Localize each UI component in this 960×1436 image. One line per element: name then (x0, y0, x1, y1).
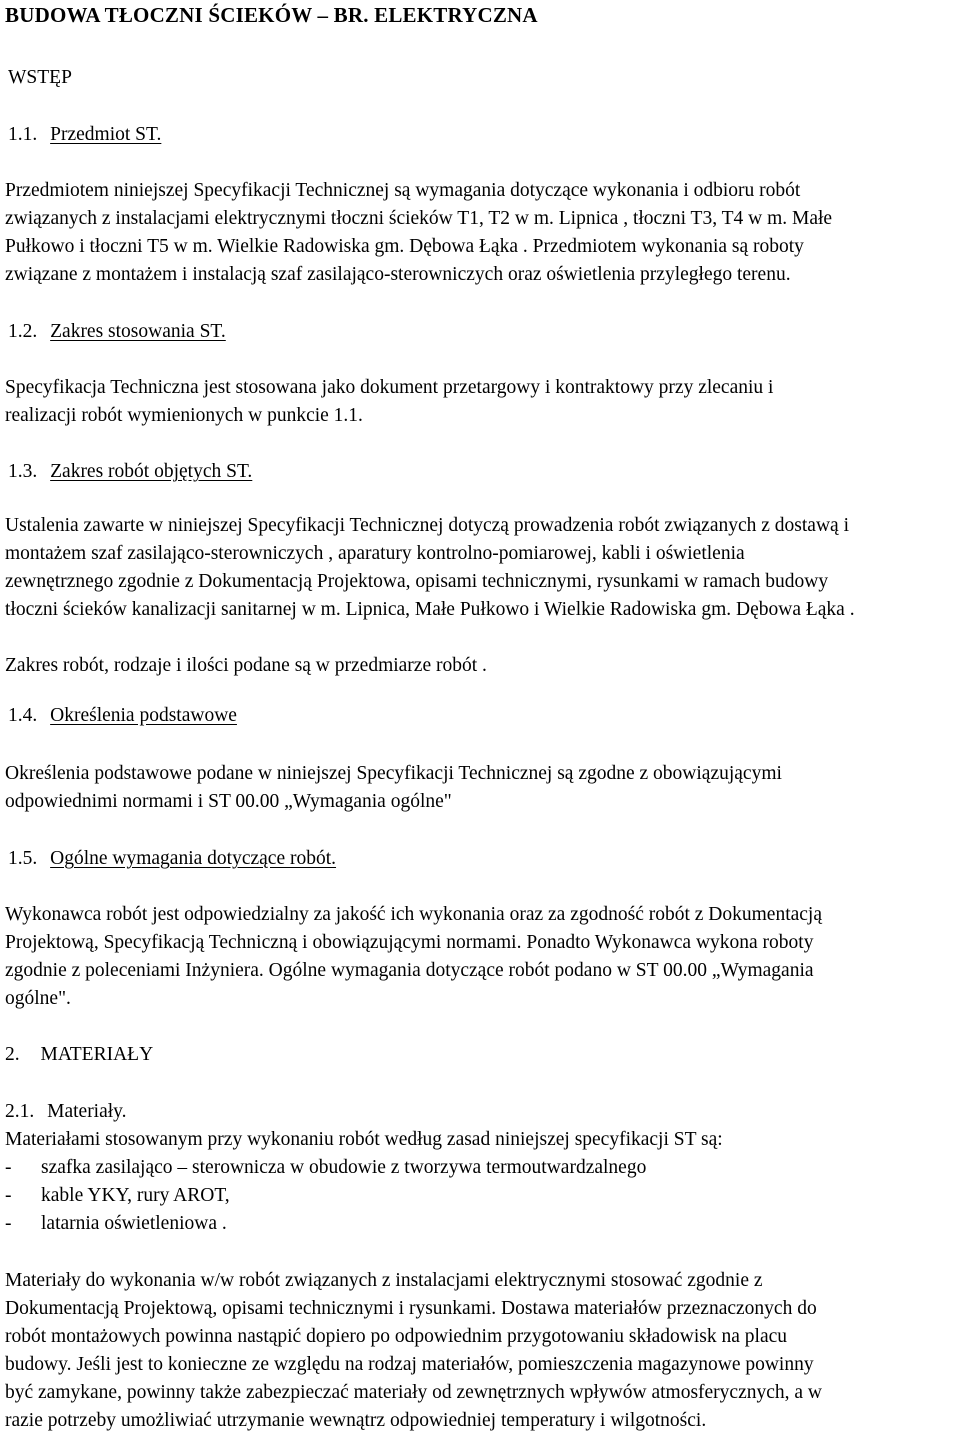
section-title: Zakres robót objętych ST. (50, 461, 253, 482)
list-item-text: szafka zasilająco – sterownicza w obudowie z tworzywa termoutwardzalnego (41, 1157, 647, 1178)
paragraph-line: montażem szaf zasilająco-sterowniczych , aparatury kontrolno-pomiarowej, kabli i oświetlenia (5, 543, 745, 564)
paragraph-line: Wykonawca robót jest odpowiedzialny za jakość ich wykonania oraz za zgodność robót z Dokumentacją (5, 904, 822, 925)
section-number: 1.2. (8, 321, 38, 342)
paragraph-line: odpowiednimi normami i ST 00.00 „Wymagania ogólne" (5, 791, 452, 812)
paragraph-line: tłoczni ścieków kanalizacji sanitarnej w m. Lipnica, Małe Pułkowo i Wielkie Radowiska gm. Dębowa Łąka . (5, 599, 855, 620)
paragraph-line: być zamykane, powinny także zabezpieczać materiały od zewnętrznych wpływów atmosferycznych, a w (5, 1382, 823, 1403)
paragraph-line: Pułkowo i tłoczni T5 w m. Wielkie Radowiska gm. Dębowa Łąka . Przedmiotem wykonania są roboty (5, 236, 804, 257)
paragraph-line: ogólne". (5, 988, 71, 1009)
paragraph-line: zgodnie z poleceniami Inżyniera. Ogólne wymagania dotyczące robót podano w ST 00.00 „Wymagania (5, 960, 814, 981)
section-1-3-extra-line: Zakres robót, rodzaje i ilości podane są w przedmiarze robót . (5, 655, 487, 676)
section-title: Materiały. (47, 1101, 127, 1122)
section-1-5-paragraph (5, 901, 822, 1013)
list-item (5, 1154, 646, 1182)
paragraph-line: Projektową, Specyfikacją Techniczną i obowiązującymi normami. Ponadto Wykonawca wykona roboty (5, 932, 814, 953)
paragraph-line: budowy. Jeśli jest to konieczne ze względu na rodzaj materiałów, pomieszczenia magazynowe powinny (5, 1354, 814, 1375)
section-2-1-heading (5, 1098, 127, 1126)
section-2-1-paragraph (5, 1267, 822, 1435)
paragraph-line: Określenia podstawowe podane w niniejszej Specyfikacji Technicznej są zgodne z obowiązującymi (5, 763, 782, 784)
paragraph-line: Dokumentacją Projektową, opisami technicznymi i rysunkami. Dostawa materiałów przeznaczonych do (5, 1298, 817, 1319)
section-1-1-heading (8, 121, 161, 149)
list-item (5, 1182, 646, 1210)
bullet-mark: - (5, 1157, 12, 1178)
section-title: Zakres stosowania ST. (50, 321, 226, 342)
section-title: Przedmiot ST. (50, 124, 162, 145)
bullet-mark: - (5, 1185, 12, 1206)
paragraph-line: realizacji robót wymienionych w punkcie 1.1. (5, 405, 363, 426)
section-2-1-intro: Materiałami stosowanym przy wykonaniu robót według zasad niniejszej specyfikacji ST są: (5, 1129, 723, 1150)
paragraph-line: Przedmiotem niniejszej Specyfikacji Technicznej są wymagania dotyczące wykonania i odbioru robót (5, 180, 801, 201)
section-number: 1.3. (8, 461, 38, 482)
section-number: 2.1. (5, 1101, 35, 1122)
paragraph-line: związanych z instalacjami elektrycznymi tłoczni ścieków T1, T2 w m. Lipnica , tłoczni T3, T4 w m. Małe (5, 208, 833, 229)
section-2-heading (5, 1041, 153, 1069)
bullet-mark: - (5, 1213, 12, 1234)
section-1-2-paragraph (5, 374, 773, 430)
section-1-1-paragraph (5, 177, 832, 289)
paragraph-line: Specyfikacja Techniczna jest stosowana jako dokument przetargowy i kontraktowy przy zlecaniu i (5, 377, 774, 398)
section-1-2-heading (8, 318, 226, 346)
section-1-4-paragraph (5, 760, 782, 816)
paragraph-line: robót montażowych powinna nastąpić dopiero po odpowiednim przygotowaniu składowisk na placu (5, 1326, 787, 1347)
section-number: 1.4. (8, 705, 38, 726)
section-1-3-heading (8, 458, 252, 486)
paragraph-line: razie potrzeby umożliwiać utrzymanie wewnątrz odpowiedniej temperatury i wilgotności. (5, 1410, 707, 1431)
paragraph-line: Materiały do wykonania w/w robót związanych z instalacjami elektrycznymi stosować zgodnie z (5, 1270, 763, 1291)
list-item-text: latarnia oświetleniowa . (41, 1213, 227, 1234)
section-title: Ogólne wymagania dotyczące robót. (50, 848, 337, 869)
list-item (5, 1210, 646, 1238)
section-1-4-heading (8, 702, 237, 730)
list-item-text: kable YKY, rury AROT, (41, 1185, 230, 1206)
section-number: 1.1. (8, 124, 38, 145)
section-number: 1.5. (8, 848, 38, 869)
intro-heading: WSTĘP (8, 67, 72, 88)
paragraph-line: Ustalenia zawarte w niniejszej Specyfikacji Technicznej dotyczą prowadzenia robót związanych z dostawą i (5, 515, 849, 536)
section-title: MATERIAŁY (40, 1044, 154, 1065)
section-title: Określenia podstawowe (50, 705, 237, 726)
section-1-3-paragraph (5, 512, 855, 624)
section-number: 2. (5, 1044, 20, 1065)
materials-list (5, 1154, 646, 1238)
document-title: BUDOWA TŁOCZNI ŚCIEKÓW – BR. ELEKTRYCZNA (5, 3, 538, 27)
paragraph-line: zewnętrznego zgodnie z Dokumentacją Projektowa, opisami technicznymi, rysunkami w ramach budowy (5, 571, 829, 592)
paragraph-line: związane z montażem i instalacją szaf zasilająco-sterowniczych oraz oświetlenia przyległego terenu. (5, 264, 791, 285)
section-1-5-heading (8, 845, 336, 873)
